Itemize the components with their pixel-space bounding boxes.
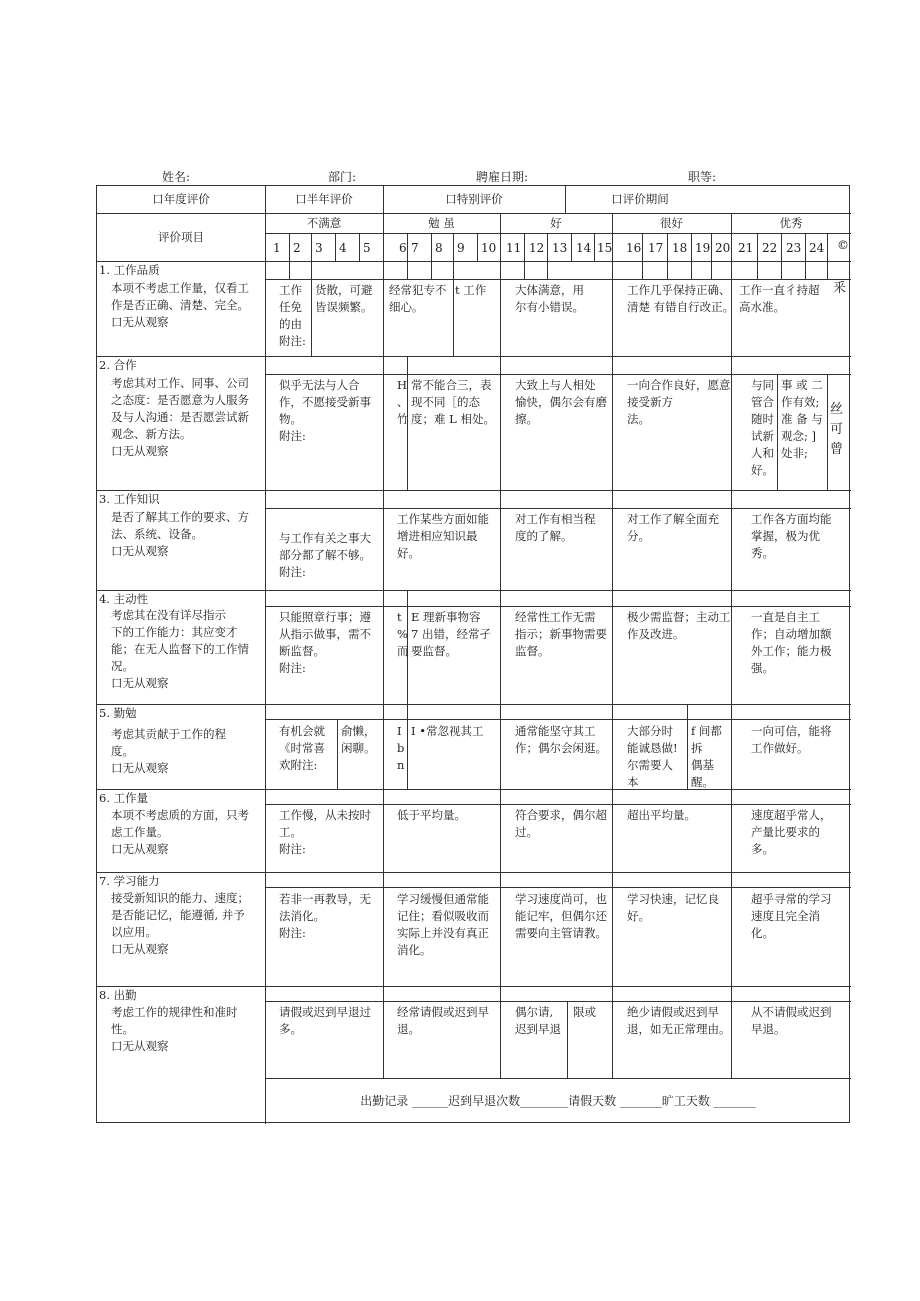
criteria-cell: 一向合作良好，愿意 接受新方 法。	[627, 378, 731, 426]
score-number[interactable]: 18	[672, 241, 688, 255]
row-line	[97, 213, 851, 214]
section-desc: 本项不考虑工作量，仅看工 作是否正确、清楚、完全。 口无从观察	[111, 281, 249, 329]
score-number[interactable]: 5	[363, 241, 371, 255]
criteria-cell: 大体满意，用 尔有小错误。	[515, 283, 584, 314]
section-desc: 是否了解其工作的要求、方 法、系统、设备。 口无从观察	[111, 510, 249, 558]
criteria-cell: 大致上与人相处 愉快，偶尔会有磨 擦。	[515, 378, 607, 426]
criteria-cell: 与工作有关之事大 部分都了解不够。 附注:	[279, 531, 371, 579]
col-line	[781, 233, 782, 261]
criteria-cell: I b n	[397, 724, 405, 772]
criteria-cell: 通常能坚守其工 作；偶尔会闲逛。	[515, 724, 607, 755]
col-line	[453, 261, 454, 356]
criteria-cell: 经常性工作无需 指示；新事物需要 监督。	[515, 610, 607, 658]
annual-eval-option[interactable]: 口年度评价	[152, 192, 210, 206]
criteria-cell: 似乎无法与人合 作，不愿接受新事 物。 附注:	[279, 378, 371, 443]
evaluation-form	[96, 185, 850, 1123]
section-title: 1. 工作品质	[99, 263, 160, 277]
col-line	[612, 213, 613, 1078]
col-line	[571, 233, 572, 261]
section-desc: 本项不考虑质的方面，只考 虑工作量。 口无从观察	[111, 808, 249, 856]
col-line	[547, 233, 548, 261]
level-unsatisfactory: 不满意	[306, 216, 342, 230]
score-number[interactable]: 12	[529, 241, 545, 255]
col-line	[691, 261, 692, 279]
criteria-cell: 与同 管合 随时 试新 人和 好。	[751, 378, 774, 477]
score-number[interactable]: 8	[435, 241, 443, 255]
special-eval-option[interactable]: 口特别评价	[445, 192, 503, 206]
col-line	[805, 233, 806, 261]
attendance-record[interactable]: 出勤记录 ______迟到早退次数________请假天数 _______旷工天数 _______	[360, 1094, 756, 1108]
score-number[interactable]: 24	[809, 241, 825, 255]
criteria-cell: f 间都拆 偶基醒。	[691, 724, 722, 789]
score-number[interactable]: 6	[399, 241, 407, 255]
eval-item-header: 评价项目	[158, 230, 204, 244]
score-number[interactable]: 15	[597, 241, 613, 255]
col-line	[827, 374, 828, 490]
col-line	[453, 233, 454, 261]
col-line	[289, 233, 290, 261]
col-line	[711, 261, 712, 279]
col-line	[642, 233, 643, 261]
col-line	[594, 233, 595, 261]
criteria-cell: 请假或迟到早退过 多。	[279, 1005, 371, 1036]
criteria-cell: 只能照章行事；遵 从指示做事，需不 断监督。 附注:	[279, 610, 371, 675]
score-number[interactable]: 17	[648, 241, 664, 255]
score-number[interactable]: 11	[506, 241, 522, 255]
col-line	[407, 233, 408, 261]
criteria-cell: E 理新事物容 7 出错，经常孑 要监督。	[411, 610, 491, 658]
section-title: 4. 主动性	[99, 592, 149, 606]
criteria-cell: 工作某些方面如能 增进相应知识最 好。	[397, 512, 489, 560]
criteria-cell: t % 而	[397, 610, 409, 658]
criteria-cell: 货散，可避 皆误频繁。	[315, 283, 373, 314]
row-line	[265, 606, 851, 607]
criteria-cell: 俞懒， 闲聊。	[341, 724, 376, 755]
hire-date-label: 聘雇日期:	[476, 170, 529, 184]
criteria-cell: 一直是自主工 作；自动增加额 外工作；能力极 强。	[751, 610, 832, 675]
criteria-cell: 学习速度尚可，也 能记牢，但偶尔还 需要向主管请教。	[515, 892, 607, 940]
col-line	[311, 261, 312, 356]
criteria-cell: 釆	[833, 281, 847, 296]
col-line	[477, 233, 478, 261]
score-number[interactable]: 20	[715, 241, 731, 255]
criteria-cell: H 、 竹	[397, 378, 409, 426]
criteria-cell: 符合要求，偶尔超 过。	[515, 808, 607, 839]
grade-label: 职等:	[688, 170, 717, 184]
score-number[interactable]: 23	[786, 241, 802, 255]
col-line	[335, 233, 336, 261]
score-number[interactable]: 21	[738, 241, 754, 255]
criteria-cell: 绝少请假或迟到早 退，如无正常理由。	[627, 1005, 731, 1036]
criteria-cell: t 工作	[455, 283, 487, 297]
col-line	[757, 233, 758, 261]
col-line	[431, 261, 432, 279]
score-number[interactable]: 14	[576, 241, 592, 255]
col-line	[289, 261, 290, 279]
level-fair: 勉 虽	[428, 216, 455, 230]
corner-mark: ©	[837, 238, 849, 252]
section-desc: 考虑工作的规律性和准时 性。 口无从观察	[111, 1005, 238, 1053]
half-year-eval-option[interactable]: 口半年评价	[295, 192, 353, 206]
score-number[interactable]: 1	[273, 241, 281, 255]
score-number[interactable]: 16	[626, 241, 642, 255]
col-line	[691, 233, 692, 261]
criteria-cell: 限或	[573, 1005, 596, 1019]
criteria-cell: 若非一再教导，无 法消化。 附注:	[279, 892, 371, 940]
score-number[interactable]: 19	[695, 241, 711, 255]
criteria-cell: 大部分时 能诚恳做! 尔需要人 本	[627, 724, 678, 787]
criteria-cell: 工作几乎保持正确、 清楚 有错自行改正。	[627, 283, 735, 314]
col-line	[642, 261, 643, 279]
section-desc: 考虑其对工作、同事、公司 之态度：是否愿意为人服务 及与人沟通：是否愿尝试新 观念、新方法。 口无从观察	[111, 376, 249, 458]
col-line	[667, 233, 668, 261]
eval-period-option[interactable]: 口评价期间	[611, 192, 669, 206]
section-title: 7. 学习能力	[99, 874, 160, 888]
row-line	[265, 887, 851, 888]
criteria-cell: 事 或 二 作有效; 准 备 与 观念; ] 处非;	[781, 378, 823, 460]
score-number[interactable]: 13	[552, 241, 568, 255]
level-excellent: 优秀	[779, 216, 803, 230]
col-line	[777, 374, 778, 490]
row-line	[265, 374, 851, 375]
row-line	[265, 508, 851, 509]
criteria-cell: 工作慢，从未按时 工。 附注:	[279, 808, 371, 856]
section-title: 3. 工作知识	[99, 492, 160, 506]
criteria-cell: 超出平均量。	[627, 808, 696, 822]
row-line	[265, 1078, 851, 1079]
criteria-cell: 工作 任免 的由 附注:	[279, 283, 306, 348]
col-line	[687, 704, 688, 789]
col-line	[757, 261, 758, 279]
col-line	[731, 213, 732, 1078]
score-number[interactable]: 10	[481, 241, 497, 255]
criteria-cell: 偶尔请, 迟到早退	[515, 1005, 561, 1036]
row-line	[265, 279, 851, 280]
criteria-cell: 丝 可 曾	[830, 402, 844, 457]
level-good: 好	[550, 216, 562, 230]
criteria-cell: I •常忽视其工	[411, 724, 484, 738]
col-line	[431, 233, 432, 261]
criteria-cell: 对工作有相当程 度的了解。	[515, 512, 596, 543]
criteria-cell: 工作各方面均能 掌握，极为优 秀。	[751, 512, 832, 560]
section-title: 5. 勤勉	[99, 706, 137, 720]
score-number[interactable]: 9	[457, 241, 465, 255]
col-line	[781, 261, 782, 279]
col-line	[407, 261, 408, 279]
col-line	[524, 233, 525, 261]
row-line	[265, 804, 851, 805]
section-desc: 考虑其在没有详尽指示 下的工作能力：其应变才 能；在无人监督下的工作情 况。 口无从观察	[111, 608, 249, 690]
col-line	[567, 1001, 568, 1078]
col-line	[711, 233, 712, 261]
section-desc: 接受新知识的能力、速度； 是否能记忆，能遵循, 并予 以应用。 口无从观察	[111, 891, 249, 956]
criteria-cell: 工作一直彳持超 高水准。	[739, 283, 820, 314]
criteria-cell: 超乎寻常的学习 速度且完全消 化。	[751, 892, 832, 940]
col-line	[359, 233, 360, 261]
col-line	[407, 704, 408, 789]
criteria-cell: 学习缓慢但通常能 记住；看似吸收而 实际上并没有真正 消化。	[397, 892, 489, 957]
row-line	[265, 1001, 851, 1002]
score-number[interactable]: 22	[762, 241, 778, 255]
criteria-cell: 速度超乎常人， 产量比要求的 多。	[751, 808, 832, 856]
col-line	[827, 233, 828, 261]
col-line	[265, 186, 266, 1124]
row-line	[265, 719, 851, 720]
criteria-cell: 学习快速，记忆良好。	[627, 892, 719, 923]
section-title: 8. 出勤	[99, 988, 137, 1002]
criteria-cell: 低于平均量。	[397, 808, 466, 822]
dept-label: 部门:	[328, 170, 357, 184]
level-very-good: 很好	[660, 216, 683, 230]
score-number[interactable]: 3	[315, 241, 323, 255]
section-desc: 考虑其贡献于工作的程 度。 口无从观察	[111, 727, 226, 775]
section-title: 6. 工作量	[99, 791, 149, 805]
criteria-cell: 极少需监督；主动工 作及改进。	[627, 610, 731, 641]
criteria-cell: 对工作了解全面充 分。	[627, 512, 719, 543]
name-label: 姓名:	[162, 170, 191, 184]
col-line	[547, 261, 548, 279]
score-number[interactable]: 7	[411, 241, 419, 255]
criteria-cell: 一向可信，能将 工作做好。	[751, 724, 832, 755]
col-line	[311, 233, 312, 261]
col-line	[524, 261, 525, 279]
col-line	[805, 261, 806, 279]
score-number[interactable]: 2	[293, 241, 301, 255]
score-number[interactable]: 4	[339, 241, 347, 255]
criteria-cell: 常不能合三，表 现不同［的态 度；难 L 相处。	[411, 378, 495, 426]
criteria-cell: 经常请假或迟到早 退。	[397, 1005, 489, 1036]
col-line	[383, 261, 384, 1078]
col-line	[827, 261, 828, 279]
criteria-cell: 从不请假或迟到 早退。	[751, 1005, 832, 1036]
row-line	[265, 233, 851, 234]
criteria-cell: 有机会就 《时常喜 欢附注:	[279, 724, 325, 772]
col-line	[667, 261, 668, 279]
criteria-cell: 经常犯专不 细心。	[389, 283, 447, 314]
section-title: 2. 合作	[99, 358, 137, 372]
